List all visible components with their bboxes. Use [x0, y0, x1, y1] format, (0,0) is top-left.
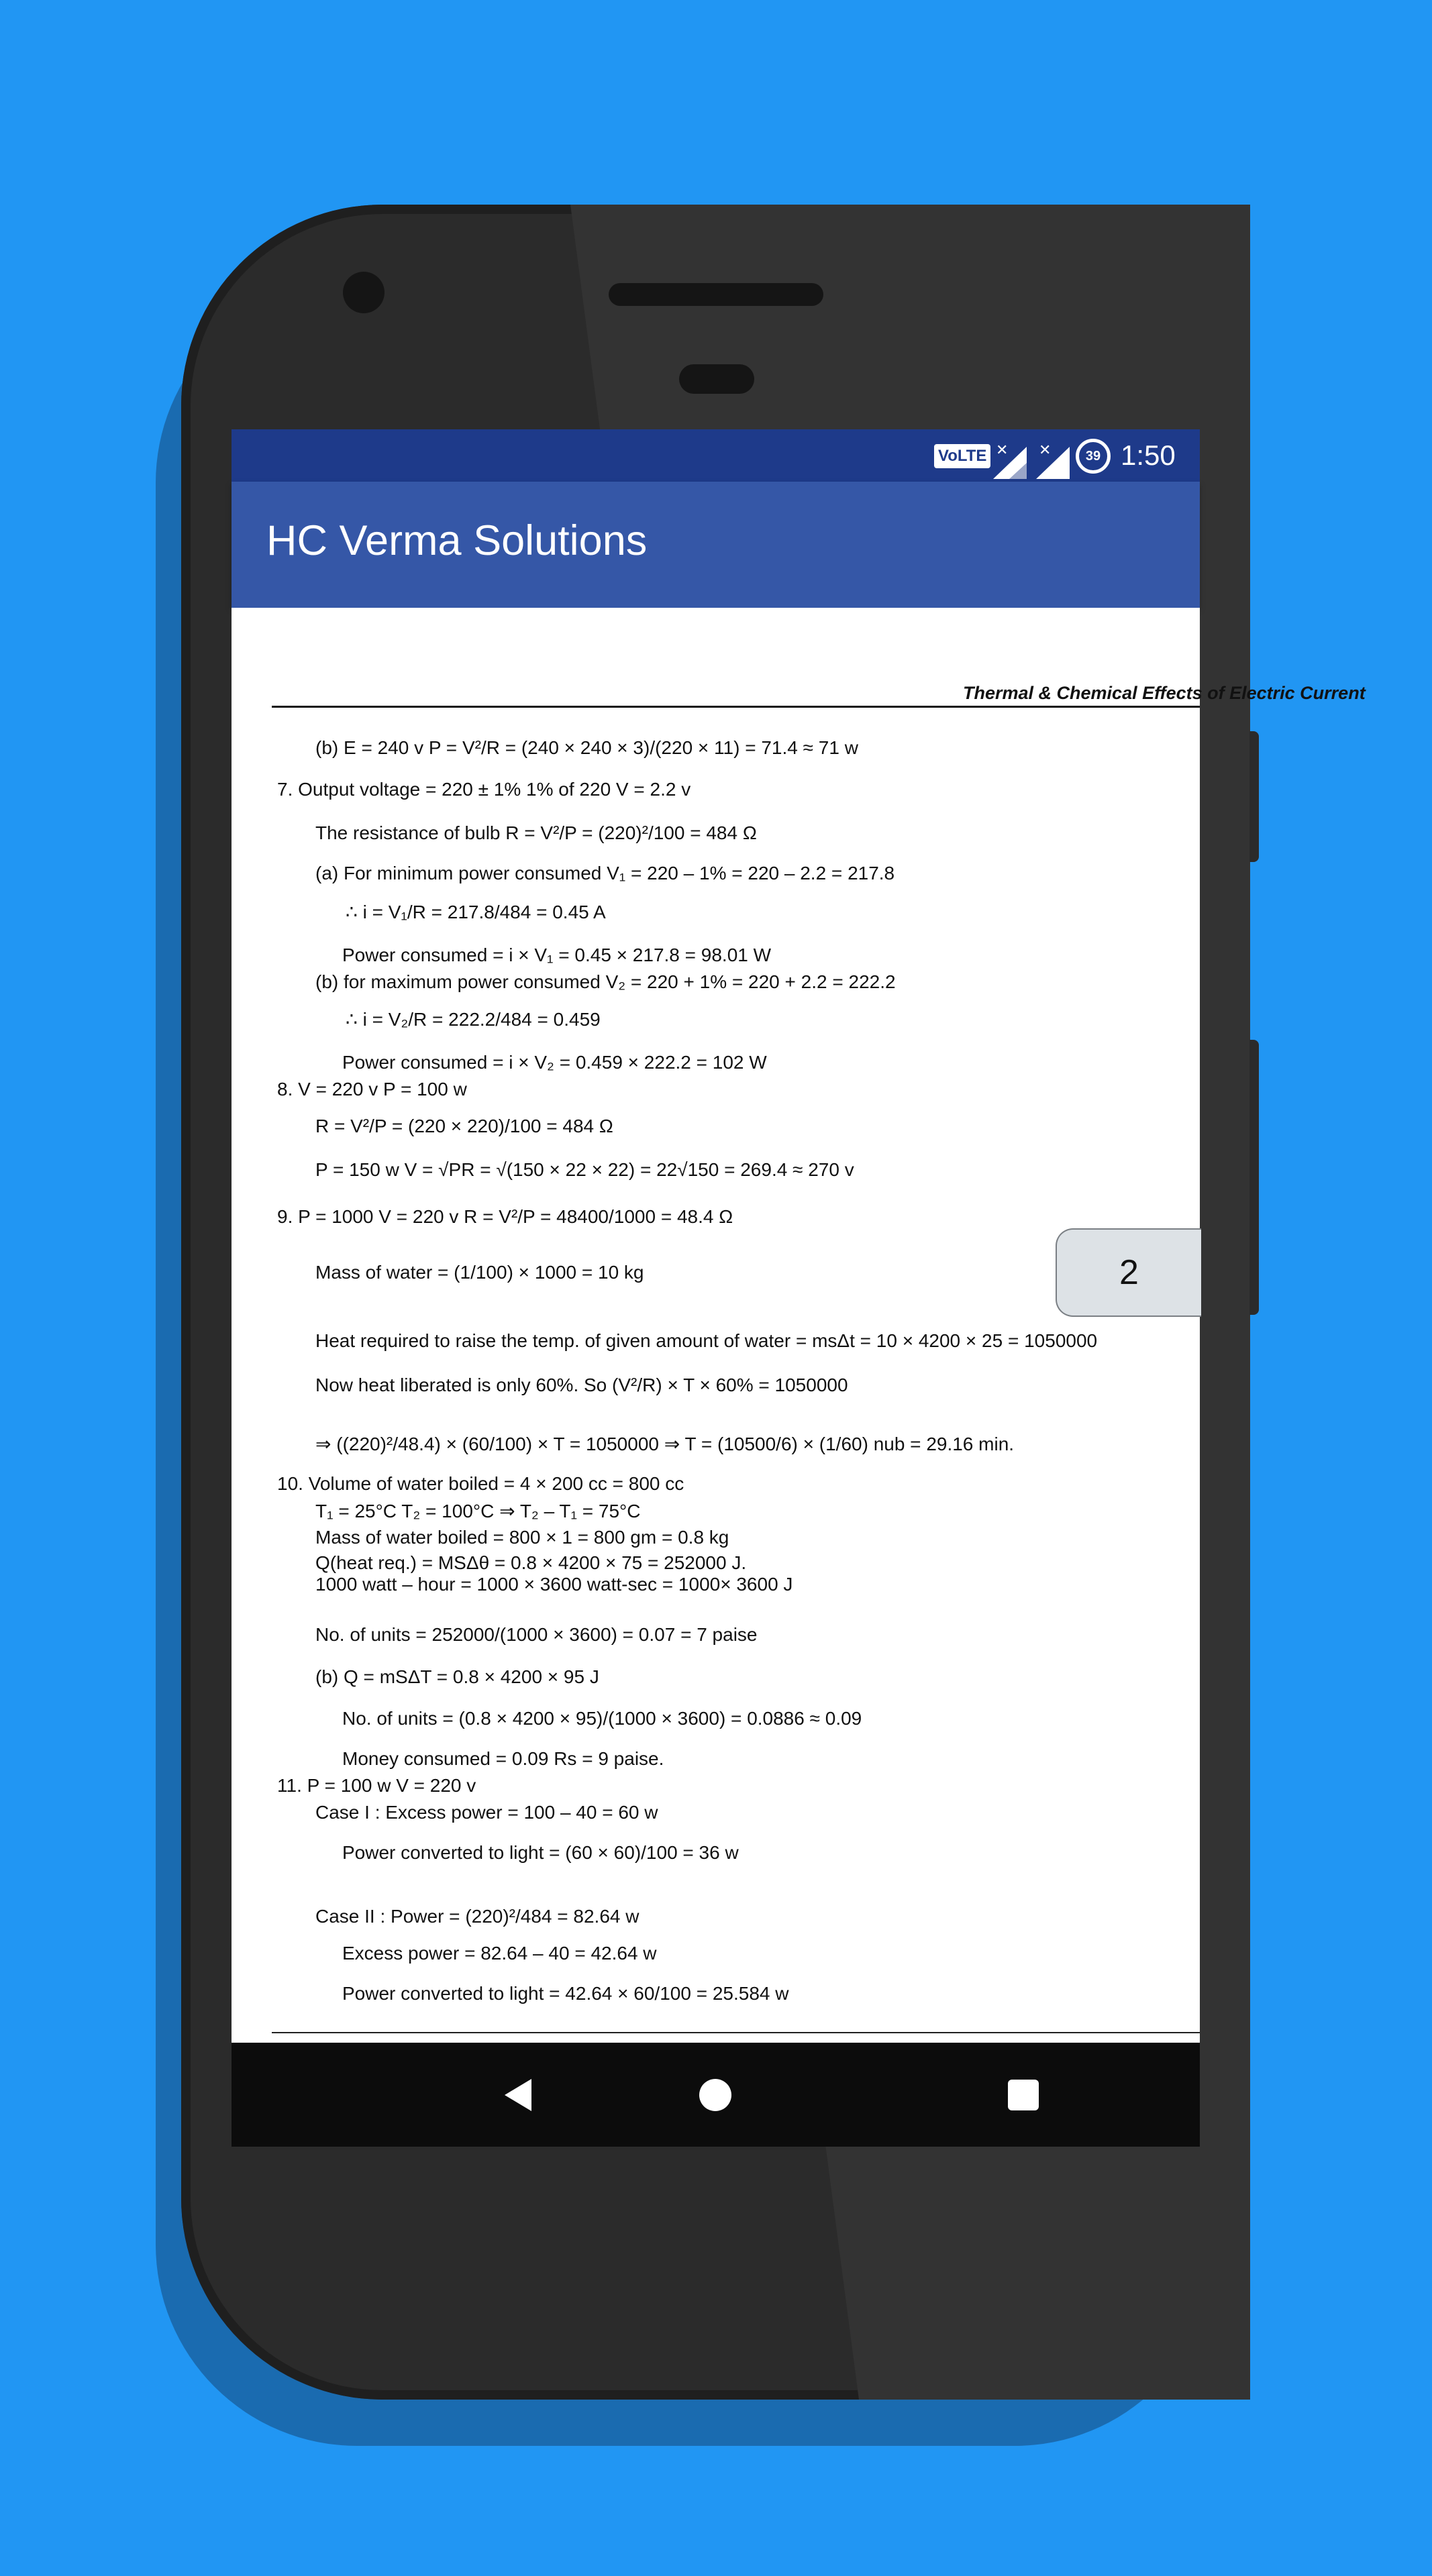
solution-line: (b) for maximum power consumed V₂ = 220 + 1% = 220 + 2.2 = 222.2 [315, 971, 896, 992]
signal-icon-secondary [1035, 435, 1072, 487]
back-icon [499, 2076, 537, 2114]
solution-line: Heat required to raise the temp. of given amount of water = msΔt = 10 × 4200 × 25 = 1050000 [315, 1330, 1098, 1351]
page-bottom-rule [272, 2032, 1200, 2033]
solution-line: Case II : Power = (220)²/484 = 82.64 w [315, 1906, 640, 1927]
solution-line: Power consumed = i × V₁ = 0.45 × 217.8 = 98.01 W [342, 945, 772, 965]
device-screen [232, 429, 1366, 2147]
solution-line: 10. Volume of water boiled = 4 × 200 cc = 800 cc [277, 1473, 684, 1494]
solution-line: 11. P = 100 w V = 220 v [277, 1775, 476, 1796]
header-rule [272, 706, 1200, 708]
pdf-page-view[interactable] [232, 608, 1366, 2033]
side-button-bottom [1249, 1040, 1259, 1315]
svg-text:✕: ✕ [1039, 441, 1052, 458]
solution-line: (b) E = 240 v P = V²/R = (240 × 240 × 3)/(220 × 11) = 71.4 ≈ 71 w [315, 737, 858, 758]
solution-line: Power converted to light = (60 × 60)/100 = 36 w [342, 1842, 739, 1863]
battery-icon: 39 [1076, 439, 1111, 474]
solution-line: (a) For minimum power consumed V₁ = 220 – 1% = 220 – 2.2 = 217.8 [315, 863, 895, 883]
signal-icon [992, 435, 1029, 487]
solution-line: 9. P = 1000 V = 220 v R = V²/P = 48400/1000 = 48.4 Ω [277, 1206, 733, 1227]
svg-text:✕: ✕ [996, 441, 1009, 458]
solution-line: T₁ = 25°C T₂ = 100°C ⇒ T₂ – T₁ = 75°C [315, 1501, 641, 1521]
page-number-indicator[interactable]: 2 [1056, 1228, 1201, 1317]
solution-line: Mass of water = (1/100) × 1000 = 10 kg [315, 1262, 644, 1283]
front-camera [343, 272, 385, 313]
solution-line: The resistance of bulb R = V²/P = (220)²/100 = 484 Ω [315, 822, 757, 843]
home-icon [697, 2076, 734, 2114]
solution-line: R = V²/P = (220 × 220)/100 = 484 Ω [315, 1116, 613, 1136]
solution-line: Q(heat req.) = MSΔθ = 0.8 × 4200 × 75 = 252000 J. [315, 1552, 747, 1573]
solution-line: ∴ i = V₁/R = 217.8/484 = 0.45 A [346, 902, 606, 922]
solution-line: No. of units = 252000/(1000 × 3600) = 0.07 = 7 paise [315, 1624, 758, 1645]
solution-line: Excess power = 82.64 – 40 = 42.64 w [342, 1943, 657, 1964]
solution-line: Money consumed = 0.09 Rs = 9 paise. [342, 1748, 664, 1769]
solution-line: 7. Output voltage = 220 ± 1% 1% of 220 V = 2.2 v [277, 779, 691, 800]
recents-button[interactable] [970, 2043, 1077, 2147]
status-bar [232, 429, 1200, 482]
solution-line: No. of units = (0.8 × 4200 × 95)/(1000 × 3600) = 0.0886 ≈ 0.09 [342, 1708, 862, 1729]
solution-line: ⇒ ((220)²/48.4) × (60/100) × T = 1050000 ⇒ T = (10500/6) × (1/60) nub = 29.16 min. [315, 1434, 1015, 1454]
solution-line: Power converted to light = 42.64 × 60/100 = 25.584 w [342, 1983, 789, 2004]
navigation-bar [232, 2043, 1200, 2147]
home-button[interactable] [662, 2043, 769, 2147]
solution-line: ∴ i = V₂/R = 222.2/484 = 0.459 [346, 1009, 601, 1030]
proximity-sensor [679, 364, 754, 394]
solution-line: P = 150 w V = √PR = √(150 × 22 × 22) = 22√150 = 269.4 ≈ 270 v [315, 1159, 854, 1180]
solution-line: 1000 watt – hour = 1000 × 3600 watt-sec = 1000× 3600 J [315, 1574, 793, 1595]
solution-line: (b) Q = mSΔT = 0.8 × 4200 × 95 J [315, 1666, 599, 1687]
chapter-header: Thermal & Chemical Effects of Electric Current [963, 683, 1366, 703]
volte-indicator: VoLTE [934, 444, 990, 468]
solution-line: Power consumed = i × V₂ = 0.459 × 222.2 = 102 W [342, 1052, 767, 1073]
solution-line: Now heat liberated is only 60%. So (V²/R) × T × 60% = 1050000 [315, 1375, 848, 1395]
back-button[interactable] [464, 2043, 572, 2147]
app-title: HC Verma Solutions [266, 517, 648, 564]
recents-icon [1006, 2078, 1041, 2112]
solution-line: Mass of water boiled = 800 × 1 = 800 gm = 0.8 kg [315, 1527, 729, 1548]
app-toolbar [232, 482, 1200, 608]
earpiece-speaker [609, 283, 823, 306]
solution-line: Case I : Excess power = 100 – 40 = 60 w [315, 1802, 658, 1823]
solution-line: 8. V = 220 v P = 100 w [277, 1079, 467, 1099]
status-clock: 1:50 [1121, 439, 1176, 471]
side-button-top [1249, 731, 1259, 862]
